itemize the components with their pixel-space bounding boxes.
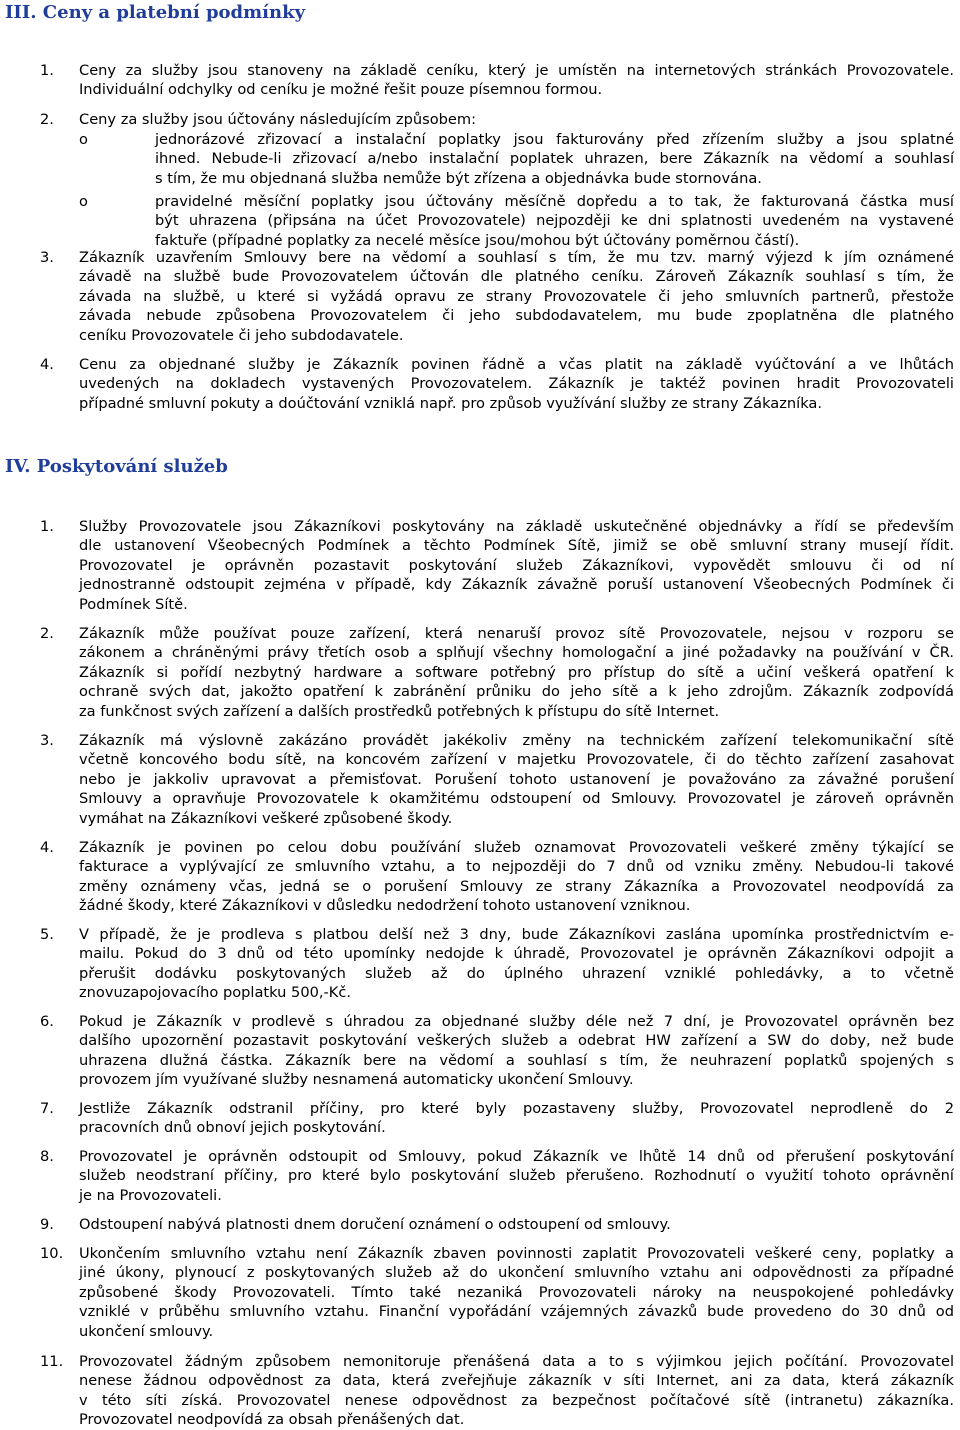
item-text bbox=[79, 248, 954, 345]
sub-list-item bbox=[0, 130, 954, 188]
item-number: 3. bbox=[40, 732, 54, 749]
text-line: za funkčnost svých zařízení a dalších prostředků potřebných k přístupu do sítě Internet. bbox=[79, 702, 720, 720]
text-line: s tím, že mu objednaná služba nemůže být zřízena a objednávka bude stornována. bbox=[155, 169, 762, 187]
section-heading-poskytovani: IV. Poskytování služeb bbox=[5, 456, 228, 477]
item-text bbox=[79, 1215, 954, 1234]
item-text bbox=[79, 838, 954, 916]
item-text bbox=[79, 1012, 954, 1090]
text-line: ochraně svých dat, jakožto opatření k zabránění průniku do jeho sítě a k jeho zdrojům. Zákazník zodpovídá bbox=[79, 683, 954, 701]
text-line: Provozovatel žádným způsobem nemonitoruje přenášená data a to s výjimkou jejich počítání. Provozovatel bbox=[79, 1353, 954, 1370]
text-line: Provozovatel je oprávněn pozastavit poskytování služeb Zákazníkovi, vypovědět smlouvu či od ní bbox=[79, 556, 954, 574]
sub-item-text bbox=[155, 130, 954, 188]
text-line: nenese žádnou odpovědnost za data, která zveřejňuje zákazník v síti Internet, ani za data, která zákazník bbox=[79, 1372, 954, 1390]
item-text bbox=[79, 731, 954, 828]
text-line: způsobené škody Provozovateli. Tímto také nezaniká Provozovateli nároky na neuspokojené pohledávky bbox=[79, 1283, 954, 1301]
text-line: provozem jím využívané služby nesnamená automaticky ukončení Smlouvy. bbox=[79, 1071, 634, 1089]
text-line: jednorázové zřizovací a instalační poplatky jsou fakturovány před zřízením služby a jsou splatné bbox=[155, 131, 954, 148]
text-line: změny oznámeny včas, jedná se o porušení Smlouvy ze strany Zákazníka a Provozovatel neodpovídá za bbox=[79, 877, 954, 895]
item-number: 7. bbox=[40, 1100, 54, 1117]
text-line: dalšího upozornění pozastavit poskytování veškerých služeb a odebrat HW zařízení a SW do doby, než bude bbox=[79, 1032, 954, 1050]
item-text bbox=[79, 1099, 954, 1138]
text-line: jednostranně odstoupit zejména v případě, kdy Zákazník závažně poruší ustanovení Všeobecných Podmínek či bbox=[79, 576, 954, 594]
text-line: pracovních dnů obnoví jejich poskytování. bbox=[79, 1119, 386, 1137]
item-text bbox=[79, 355, 954, 413]
item-text bbox=[79, 925, 954, 1003]
text-line: mailu. Pokud do 3 dnů od této upomínky nedojde k úhradě, Provozovatel je oprávněn Zákazníkovi odpojit a bbox=[79, 945, 954, 963]
item-number: 11. bbox=[40, 1353, 64, 1370]
text-line: Individuální odchylky od ceníku je možné řešit pouze písemnou formou. bbox=[79, 81, 603, 99]
text-line: Smlouvy a opravňuje Provozovatele k okamžitému odstoupení od Smlouvy. Provozovatel je zároveň oprávněn bbox=[79, 790, 954, 808]
item-number: 3. bbox=[40, 249, 54, 266]
text-line: Zákazník si pořídí nezbytný hardware a software potřebný pro přístup do sítě a učiní veškerá opatření k bbox=[79, 663, 954, 681]
text-line: Provozovatel je oprávněn odstoupit od Smlouvy, pokud Zákazník ve lhůtě 14 dnů od přerušení poskytování bbox=[79, 1148, 954, 1165]
item-number: 9. bbox=[40, 1216, 54, 1233]
text-line: Pokud je Zákazník v prodlevě s úhradou za objednané služby déle než 7 dní, je Provozovatel oprávněn bez bbox=[79, 1013, 954, 1030]
bullet-marker: o bbox=[79, 193, 88, 210]
item-number: 10. bbox=[40, 1245, 64, 1262]
text-line: jiné úkony, plynoucí z poskytovaných služeb až do ukončení smluvního vztahu ani odpovědnosti za případné bbox=[79, 1264, 954, 1282]
text-line: případné smluvní pokuty a doúčtování vzniklá např. pro způsob využívání služby ze strany Zákazníka. bbox=[79, 394, 822, 412]
item-number: 2. bbox=[40, 625, 54, 642]
text-line: znovuzapojovacího poplatku 500,-Kč. bbox=[79, 984, 352, 1002]
text-line: Ukončením smluvního vztahu není Zákazník zbaven povinnosti zaplatit Provozovateli veškeré ceny, poplatky a bbox=[79, 1245, 954, 1262]
text-line: Zákazník může používat pouze zařízení, která nenaruší provoz sítě Provozovatele, nejsou v rozporu se bbox=[79, 625, 954, 642]
item-text bbox=[79, 1147, 954, 1205]
item-number: 6. bbox=[40, 1013, 54, 1030]
text-line: služeb neodstraní příčiny, pro které bylo poskytování služeb přerušeno. Rozhodnutí o využití tohoto oprávnění bbox=[79, 1167, 954, 1185]
item-text bbox=[79, 110, 954, 129]
text-line: přerušit dodávku poskytovaných služeb až do úplného uhrazení vzniklé pohledávky, a to včetně bbox=[79, 964, 954, 982]
text-line: ihned. Nebude-li zřizovací a/nebo instalační poplatek uhrazen, bere Zákazník na vědomí a souhlasí bbox=[155, 150, 954, 168]
text-line: Ceny za služby jsou účtovány následujícím způsobem: bbox=[79, 111, 477, 128]
item-text bbox=[79, 517, 954, 614]
text-line: v této síti získá. Provozovatel nenese odpovědnost za bezpečnost počítačové sítě (intranetu) zákazníka. bbox=[79, 1391, 954, 1409]
text-line: Služby Provozovatele jsou Zákazníkovi poskytovány na základě uskutečněné objednávky a řídí se především bbox=[79, 518, 954, 535]
text-line: uhrazena dlužná částka. Zákazník bere na vědomí a souhlasí s tím, že neuhrazení poplatků spojených s bbox=[79, 1051, 954, 1069]
text-line: být uhrazena (připsána na účet Provozovatele) nejpozději ke dni splatnosti uvedeném na vystavené bbox=[155, 212, 954, 230]
text-line: zákonem a chráněnými právy třetích osob a splňují všechny homologační a jiné požadavky na používání v ČR. bbox=[79, 644, 954, 662]
text-line: faktuře (případné poplatky za necelé měsíce jsou/mohou být účtovány poměrnou částí). bbox=[155, 231, 800, 249]
text-line: ukončení smlouvy. bbox=[79, 1322, 214, 1340]
text-line: Podmínek Sítě. bbox=[79, 595, 188, 613]
sub-list-item bbox=[0, 192, 954, 250]
item-number: 8. bbox=[40, 1148, 54, 1165]
item-number: 5. bbox=[40, 926, 54, 943]
text-line: Odstoupení nabývá platnosti dnem doručení oznámení o odstoupení od smlouvy. bbox=[79, 1216, 671, 1233]
text-line: závadě na službě bude Provozovatelem účtován dle platného ceníku. Zároveň Zákazník souhlasí s tím, že bbox=[79, 268, 954, 286]
item-text bbox=[79, 624, 954, 721]
text-line: Cenu za objednané služby je Zákazník povinen řádně a včas platit na základě vyúčtování a ve lhůtách bbox=[79, 356, 954, 373]
text-line: je na Provozovateli. bbox=[79, 1186, 222, 1204]
text-line: ceníku Provozovatele či jeho subdodavatele. bbox=[79, 326, 404, 344]
item-text bbox=[79, 61, 954, 100]
text-line: Zákazník je povinen po celou dobu používání služeb oznamovat Provozovateli veškeré změny týkající se bbox=[79, 839, 954, 856]
item-text bbox=[79, 1352, 954, 1430]
section-heading-ceny: III. Ceny a platební podmínky bbox=[5, 2, 306, 23]
text-line: V případě, že je prodleva s platbou delší než 3 dny, bude Zákazníkovi zaslána upomínka prostřednictvím e- bbox=[79, 926, 954, 943]
text-line: pravidelné měsíční poplatky jsou účtovány měsíčně dopředu a to tak, že fakturovaná částka musí bbox=[155, 193, 954, 210]
text-line: závada na službě, u které si vyžádá opravu ze strany Provozovatele či jeho smluvních partnerů, přestože bbox=[79, 287, 954, 305]
item-number: 2. bbox=[40, 111, 54, 128]
text-line: vymáhat na Zákazníkovi veškeré způsobené škody. bbox=[79, 809, 453, 827]
text-line: Provozovatel neodpovídá za obsah přenášených dat. bbox=[79, 1411, 465, 1429]
item-text bbox=[79, 1244, 954, 1341]
item-number: 1. bbox=[40, 518, 54, 535]
text-line: uvedených na dokladech vystavených Provozovatelem. Zákazník je taktéž povinen hradit Provozovateli bbox=[79, 375, 954, 393]
sub-item-text bbox=[155, 192, 954, 250]
text-line: Zákazník uzavřením Smlouvy bere na vědomí a souhlasí s tím, že mu tzv. marný výjezd k jím oznámené bbox=[79, 249, 954, 266]
item-number: 4. bbox=[40, 356, 54, 373]
item-number: 4. bbox=[40, 839, 54, 856]
text-line: Jestliže Zákazník odstranil příčiny, pro které byly pozastaveny služby, Provozovatel neprodleně do 2 bbox=[79, 1100, 954, 1117]
text-line: nebo je jakkoliv upravovat a přemisťovat. Porušení tohoto ustanovení je považováno za závažné porušení bbox=[79, 770, 954, 788]
bullet-marker: o bbox=[79, 131, 88, 148]
text-line: žádné škody, které Zákazníkovi v důsledku nedodržení tohoto ustanovení vzniknou. bbox=[79, 897, 691, 915]
text-line: Zákazník má výslovně zakázáno provádět jakékoliv změny na technickém zařízení telekomunikační sítě bbox=[79, 732, 954, 749]
text-line: dle ustanovení Všeobecných Podmínek a těchto Podmínek Sítě, jimiž se obě smluvní strany musejí řídit. bbox=[79, 537, 954, 555]
text-line: fakturace a vyplývající ze smluvního vztahu, a to nejpozději do 7 dnů od vzniku změny. Nebudou-li takové bbox=[79, 858, 954, 876]
text-line: včetně koncového bodu sítě, na koncovém zařízení v majetku Provozovatele, či do těchto zařízení zasahovat bbox=[79, 751, 954, 769]
text-line: Ceny za služby jsou stanoveny na základě ceníku, který je umístěn na internetových stránkách Provozovatele. bbox=[79, 62, 954, 79]
text-line: vzniklé v průběhu smluvního vztahu. Finanční vypořádání vzájemných závazků bude provedeno do 30 dnů od bbox=[79, 1303, 954, 1321]
text-line: závada nebude způsobena Provozovatelem či jeho subdodavatelem, mu bude zpoplatněna dle platného bbox=[79, 307, 954, 325]
item-number: 1. bbox=[40, 62, 54, 79]
